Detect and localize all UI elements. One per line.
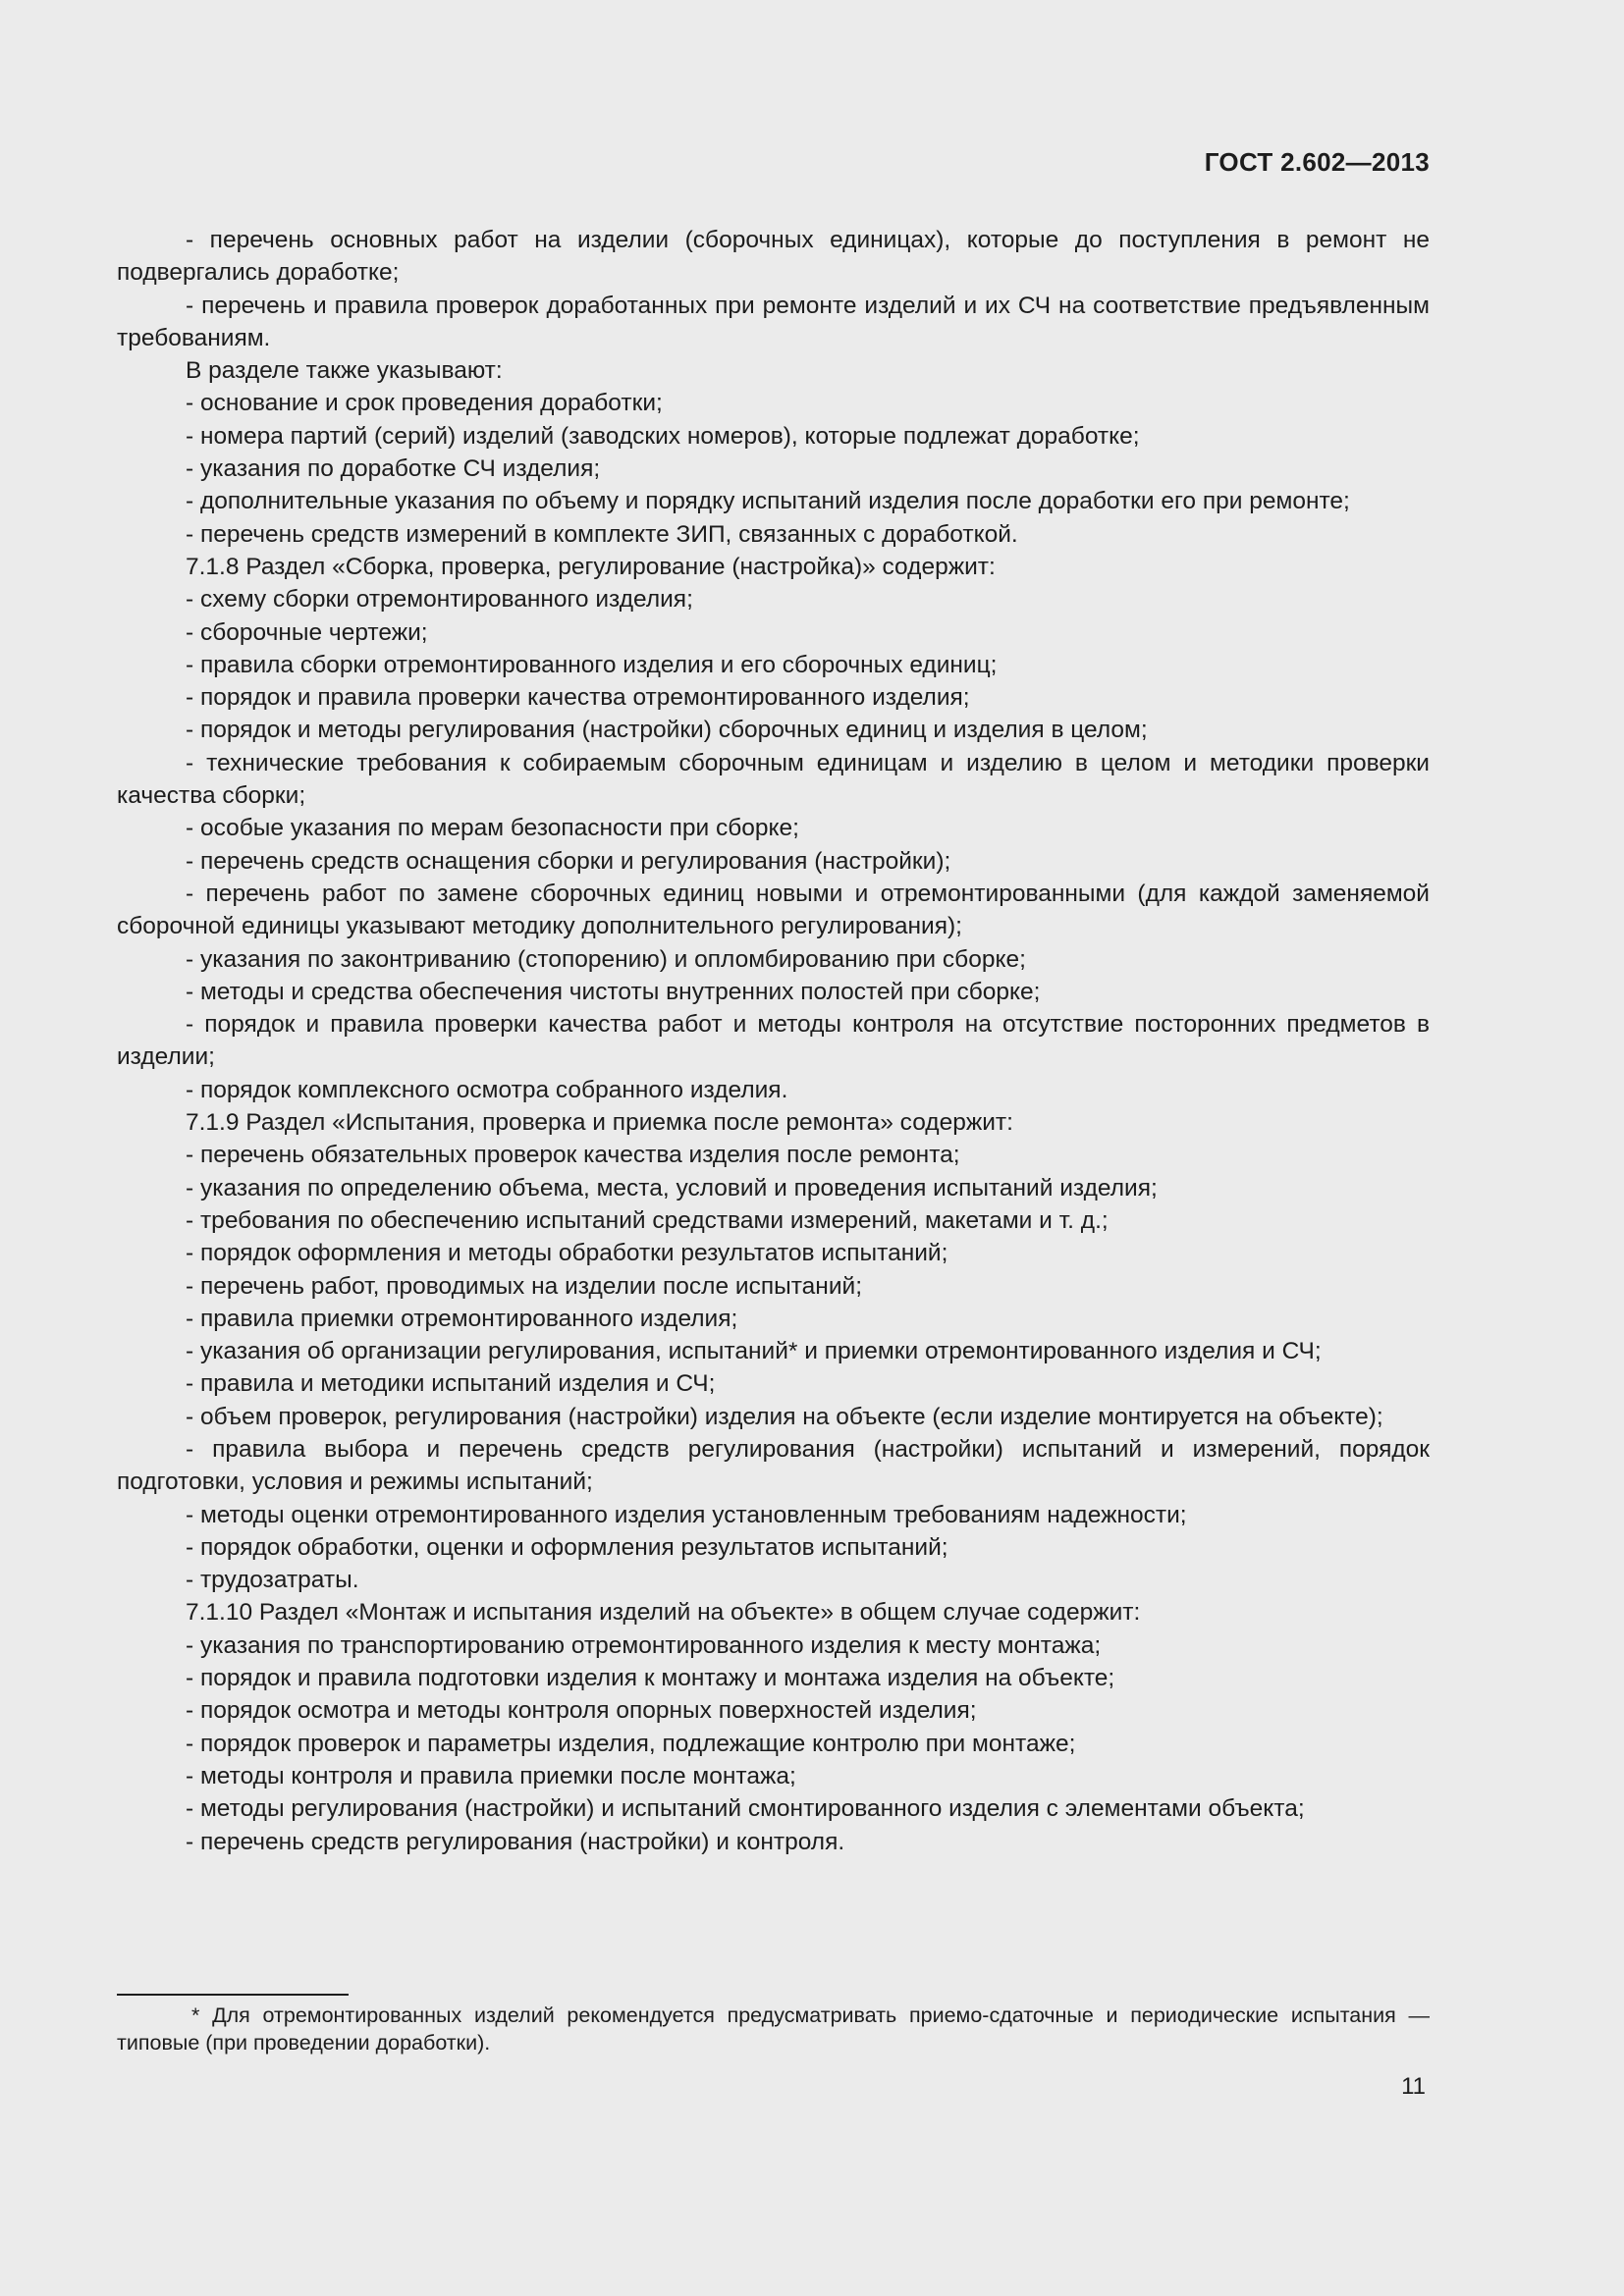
page-number: 11 [1401, 2073, 1426, 2100]
paragraph: - правила и методики испытаний изделия и СЧ; [186, 1370, 716, 1398]
section-heading: 7.1.9 Раздел «Испытания, проверка и приемка после ремонта» содержит: [186, 1109, 1013, 1137]
paragraph: - порядок обработки, оценки и оформления результатов испытаний; [186, 1533, 948, 1561]
footnote-separator [117, 1994, 349, 1996]
paragraph: - правила приемки отремонтированного изделия; [186, 1305, 738, 1332]
paragraph: - особые указания по мерам безопасности при сборке; [186, 815, 799, 842]
paragraph: - перечень работ, проводимых на изделии после испытаний; [186, 1272, 863, 1300]
paragraph: - схему сборки отремонтированного изделия; [186, 586, 693, 614]
paragraph: - перечень основных работ на изделии (сборочных единицах), которые до поступления в ремонт не подвергались доработке; [117, 227, 1430, 287]
paragraph: - указания по транспортированию отремонтированного изделия к месту монтажа; [186, 1631, 1102, 1659]
paragraph: - перечень работ по замене сборочных единиц новыми и отремонтированными (для каждой заменяемой сборочной единицы указывают методику дополнительного регулирования); [117, 880, 1430, 940]
paragraph: - порядок проверок и параметры изделия, подлежащие контролю при монтаже; [186, 1730, 1076, 1757]
paragraph: - перечень обязательных проверок качества изделия после ремонта; [186, 1142, 960, 1169]
paragraph: - правила сборки отремонтированного изделия и его сборочных единиц; [186, 651, 998, 678]
paragraph: - порядок и правила подготовки изделия к монтажу и монтажа изделия на объекте; [186, 1665, 1115, 1692]
standard-designation: ГОСТ 2.602—2013 [1204, 147, 1430, 177]
paragraph: - методы контроля и правила приемки после монтажа; [186, 1762, 796, 1789]
section-heading: 7.1.10 Раздел «Монтаж и испытания изделий на объекте» в общем случае содержит: [186, 1599, 1141, 1627]
paragraph: - методы оценки отремонтированного изделия установленным требованиям надежности; [186, 1501, 1187, 1528]
paragraph: - методы и средства обеспечения чистоты внутренних полостей при сборке; [186, 978, 1041, 1005]
paragraph: - технические требования к собираемым сборочным единицам и изделию в целом и методики проверки качества сборки; [117, 749, 1430, 810]
paragraph: - методы регулирования (настройки) и испытаний смонтированного изделия с элементами объекта; [186, 1795, 1305, 1823]
paragraph: - порядок комплексного осмотра собранного изделия. [186, 1076, 788, 1103]
section-heading: 7.1.8 Раздел «Сборка, проверка, регулирование (настройка)» содержит: [186, 553, 996, 580]
paragraph: - дополнительные указания по объему и порядку испытаний изделия после доработки его при ремонте; [186, 488, 1350, 515]
paragraph: - основание и срок проведения доработки; [186, 390, 663, 417]
paragraph: В разделе также указывают: [186, 357, 503, 385]
paragraph: - порядок осмотра и методы контроля опорных поверхностей изделия; [186, 1697, 977, 1725]
paragraph: - правила выбора и перечень средств регулирования (настройки) испытаний и измерений, порядок подготовки, условия и режимы испытаний; [117, 1435, 1430, 1496]
paragraph: - указания по определению объема, места, условий и проведения испытаний изделия; [186, 1174, 1158, 1201]
paragraph: - требования по обеспечению испытаний средствами измерений, макетами и т. д.; [186, 1206, 1109, 1234]
paragraph: - указания по законтриванию (стопорению) и опломбированию при сборке; [186, 945, 1026, 973]
paragraph: - номера партий (серий) изделий (заводских номеров), которые подлежат доработке; [186, 422, 1140, 450]
footnote: * Для отремонтированных изделий рекомендуется предусматривать приемо-сдаточные и периодические испытания — типовые (при проведении доработки). [117, 2003, 1430, 2055]
paragraph: - перечень средств оснащения сборки и регулирования (настройки); [186, 847, 951, 875]
paragraph: - перечень и правила проверок доработанных при ремонте изделий и их СЧ на соответствие предъявленным требованиям. [117, 292, 1430, 351]
paragraph: - порядок и правила проверки качества работ и методы контроля на отсутствие посторонних предметов в изделии; [117, 1011, 1430, 1071]
paragraph: - указания по доработке СЧ изделия; [186, 455, 601, 483]
paragraph: - порядок оформления и методы обработки результатов испытаний; [186, 1240, 948, 1267]
paragraph: - трудозатраты. [186, 1567, 359, 1594]
paragraph: - перечень средств измерений в комплекте ЗИП, связанных с доработкой. [186, 520, 1018, 548]
paragraph: - указания об организации регулирования, испытаний* и приемки отремонтированного изделия и СЧ; [186, 1338, 1322, 1365]
document-body [117, 224, 1430, 1858]
paragraph: - порядок и методы регулирования (настройки) сборочных единиц и изделия в целом; [186, 717, 1148, 744]
paragraph: - объем проверок, регулирования (настройки) изделия на объекте (если изделие монтируется на объекте); [186, 1403, 1383, 1430]
paragraph: - перечень средств регулирования (настройки) и контроля. [186, 1828, 845, 1855]
paragraph: - сборочные чертежи; [186, 618, 428, 646]
paragraph: - порядок и правила проверки качества отремонтированного изделия; [186, 684, 970, 712]
